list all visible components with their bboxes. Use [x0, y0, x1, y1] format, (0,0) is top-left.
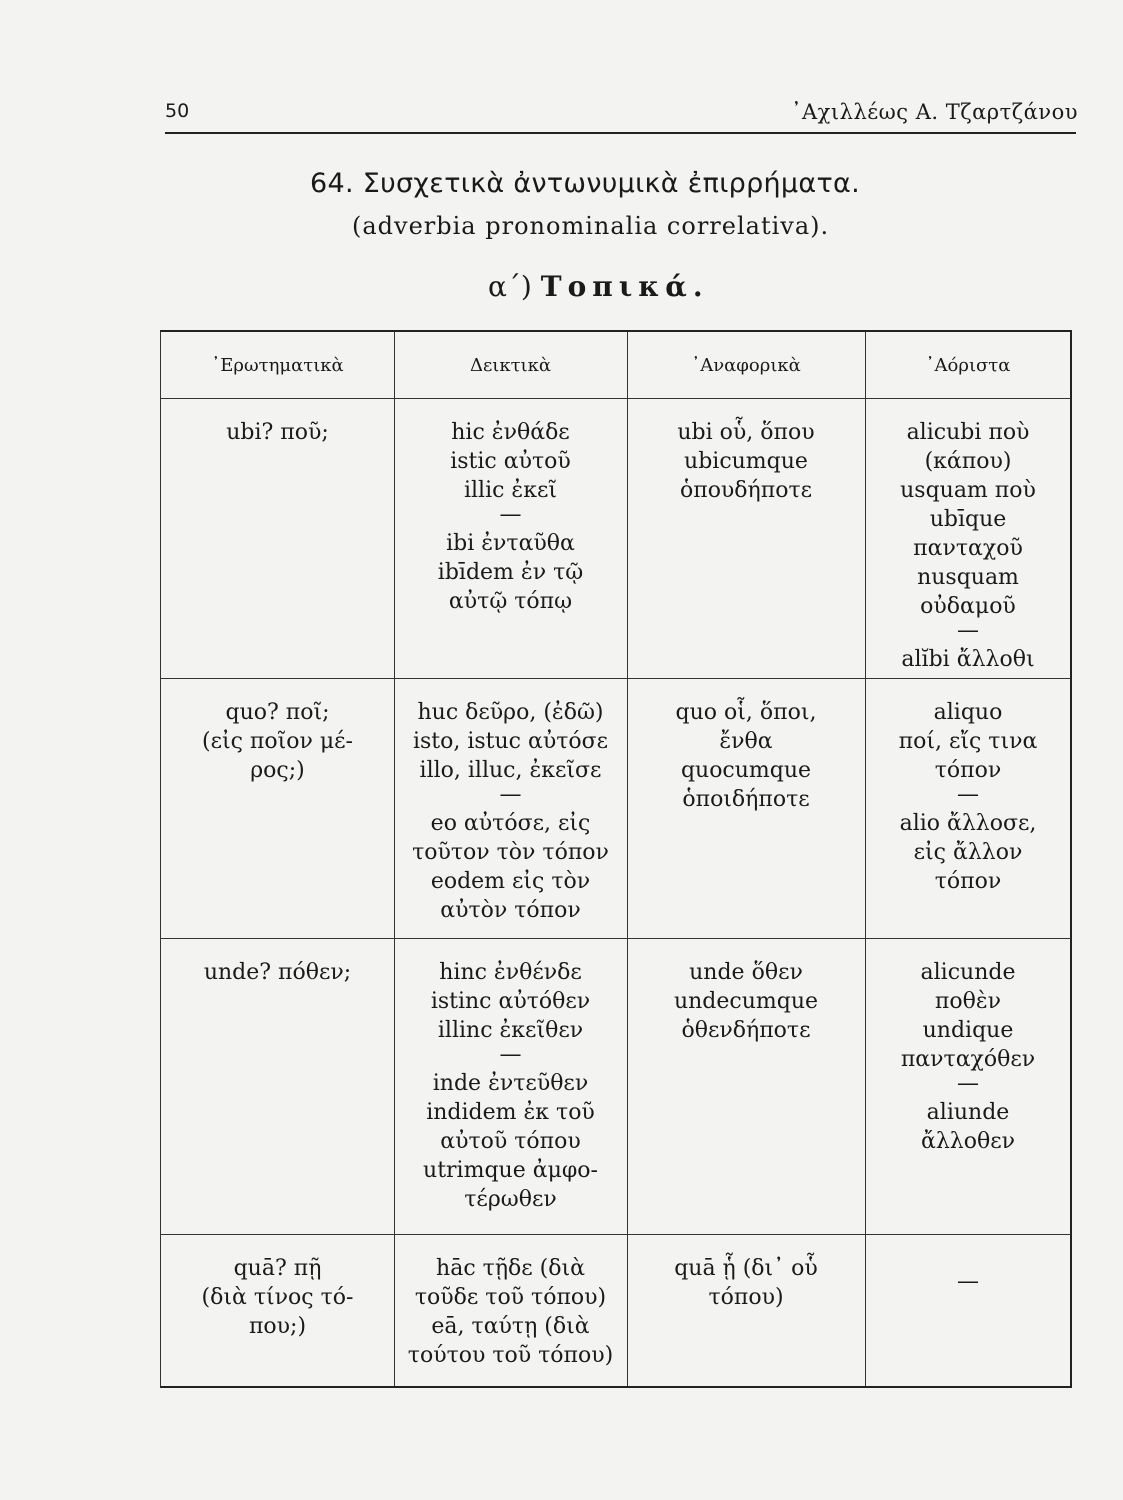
- cell-qua-interrogative: [161, 1254, 394, 1341]
- cell-line: οὐδαμοῦ: [920, 594, 1016, 619]
- cell-line: quā? πῇ: [233, 1256, 322, 1281]
- cell-ubi-indefinite: [865, 418, 1071, 674]
- cell-line: quo? ποῖ;: [225, 700, 330, 725]
- column-header-interrogative: ᾿Ερωτηματικὰ: [211, 354, 344, 376]
- cell-qua-relative: [627, 1254, 865, 1312]
- cell-line: eodem εἰς τὸν: [430, 869, 591, 894]
- cell-line: ὁθενδήποτε: [681, 1018, 811, 1043]
- cell-line: ἔνθα: [719, 729, 773, 754]
- cell-line: hāc τῇδε (διὰ: [436, 1256, 585, 1281]
- cell-line: ποθὲν: [934, 989, 1002, 1014]
- cell-line: illinc ἐκεῖθεν: [437, 1018, 584, 1043]
- cell-line: αὐτοῦ τόπου: [440, 1129, 581, 1154]
- cell-line: unde ὅθεν: [689, 960, 803, 985]
- cell-line: istinc αὐτόθεν: [430, 989, 591, 1014]
- cell-line: quo οἷ, ὅποι,: [675, 700, 817, 725]
- cell-line: istic αὐτοῦ: [450, 449, 571, 474]
- cell-line: ὁποιδήποτε: [682, 787, 810, 812]
- cell-line: illic ἐκεῖ: [463, 478, 558, 503]
- cell-unde-indefinite: [865, 958, 1071, 1156]
- cell-line: illo, illuc, ἐκεῖσε: [419, 758, 602, 783]
- cell-line: eo αὐτόσε, εἰς: [430, 811, 591, 836]
- cell-line: undique: [922, 1018, 1014, 1043]
- cell-line: undecumque: [673, 989, 819, 1014]
- cell-quo-indefinite: [865, 698, 1071, 896]
- cell-line: inde ἐντεῦθεν: [432, 1071, 589, 1096]
- cell-line: τοῦτον τὸν τόπον: [412, 840, 609, 865]
- cell-line: πανταχόθεν: [900, 1047, 1036, 1072]
- cell-line: ρος;): [250, 758, 305, 783]
- cell-line: ποί, εἴς τινα: [898, 729, 1038, 754]
- cell-line: εἰς ἄλλον: [913, 840, 1023, 865]
- cell-line: eā, ταύτῃ (διὰ: [431, 1314, 590, 1339]
- cell-line: τόπου): [708, 1285, 784, 1310]
- running-head: ᾿Αχιλλέως Α. Τζαρτζάνου: [791, 100, 1078, 124]
- column-header-demonstrative: Δεικτικὰ: [469, 354, 552, 376]
- row-divider: [161, 1234, 1071, 1235]
- section-subtitle: (adverbia pronominalia correlativa).: [352, 212, 830, 240]
- row-divider: [161, 938, 1071, 939]
- cell-line: τούτου τοῦ τόπου): [407, 1343, 614, 1368]
- cell-line: aliunde: [926, 1100, 1010, 1125]
- cell-line: alĭbi ἄλλοθι: [901, 647, 1035, 672]
- cell-line: αὐτῷ τόπῳ: [448, 589, 573, 614]
- cell-line: alicubi ποὺ: [906, 420, 1030, 445]
- cell-unde-relative: [627, 958, 865, 1045]
- subsection-prefix: α΄): [488, 270, 532, 303]
- cell-line: quā ᾗ (δι᾿ οὗ: [674, 1256, 818, 1281]
- header-divider: [161, 398, 1071, 399]
- subsection-label: Τοπικά.: [540, 270, 709, 303]
- cell-dash: —: [499, 782, 522, 807]
- cell-dash: —: [957, 1071, 979, 1096]
- cell-line: utrimque ἀμφο-: [423, 1158, 598, 1183]
- cell-line: τοῦδε τοῦ τόπου): [414, 1285, 607, 1310]
- cell-line: ἄλλοθεν: [920, 1129, 1015, 1154]
- cell-line: alicunde: [920, 960, 1016, 985]
- cell-line: isto, istuc αὐτόσε: [412, 729, 609, 754]
- cell-line: ὁπουδήποτε: [679, 478, 813, 503]
- cell-line: (κάπου): [924, 449, 1012, 474]
- cell-line: ubi? ποῦ;: [226, 420, 329, 445]
- cell-line: usquam ποὺ: [900, 478, 1036, 503]
- cell-line: (διὰ τίνος τό-: [201, 1285, 354, 1310]
- cell-dash: —: [499, 502, 522, 527]
- header-rule: [165, 132, 1076, 134]
- cell-line: ubi οὗ, ὅπου: [677, 420, 815, 445]
- cell-line: ibi ἐνταῦθα: [446, 531, 575, 556]
- section-title: 64. Συσχετικὰ ἀντωνυμικὰ ἐπιρρήματα.: [310, 168, 861, 199]
- cell-line: τόπον: [934, 869, 1002, 894]
- cell-dash: —: [957, 1269, 979, 1294]
- cell-line: huc δεῦρο, (ἐδῶ): [417, 700, 604, 725]
- cell-line: τέρωθεν: [464, 1187, 557, 1212]
- cell-unde-demonstrative: [394, 958, 627, 1214]
- cell-ubi-demonstrative: [394, 418, 627, 616]
- cell-unde-interrogative: [161, 958, 394, 987]
- row-divider: [161, 678, 1071, 679]
- cell-line: (εἰς ποῖον μέ-: [202, 729, 353, 754]
- cell-line: unde? πόθεν;: [203, 960, 352, 985]
- cell-quo-demonstrative: [394, 698, 627, 925]
- cell-line: hic ἐνθάδε: [451, 420, 570, 445]
- cell-quo-interrogative: [161, 698, 394, 785]
- cell-qua-demonstrative: [394, 1254, 627, 1370]
- cell-line: αὐτὸν τόπον: [440, 898, 581, 923]
- page-number: 50: [165, 100, 190, 122]
- cell-line: τόπον: [934, 758, 1002, 783]
- cell-qua-indefinite: [865, 1269, 1071, 1296]
- cell-line: indidem ἐκ τοῦ: [426, 1100, 595, 1125]
- cell-line: aliquo: [933, 700, 1003, 725]
- cell-line: πανταχοῦ: [913, 536, 1023, 561]
- cell-dash: —: [957, 618, 979, 643]
- cell-line: ubicumque: [684, 449, 808, 474]
- cell-line: hinc ἐνθένδε: [439, 960, 582, 985]
- subsection-heading: [488, 270, 709, 303]
- cell-dash: —: [499, 1042, 522, 1067]
- cell-quo-relative: [627, 698, 865, 814]
- cell-line: alio ἄλλοσε,: [899, 811, 1037, 836]
- cell-ubi-relative: [627, 418, 865, 505]
- cell-dash: —: [957, 782, 979, 807]
- cell-line: ibīdem ἐν τῷ: [437, 560, 584, 585]
- correlative-adverbs-table: [160, 330, 1072, 1388]
- cell-line: nusquam: [917, 565, 1019, 590]
- cell-line: quocumque: [680, 758, 812, 783]
- cell-line: ubīque: [929, 507, 1007, 532]
- cell-line: που;): [248, 1314, 307, 1339]
- column-header-relative: ᾿Αναφορικὰ: [691, 354, 801, 376]
- column-header-indefinite: ᾿Αόριστα: [925, 354, 1011, 376]
- cell-ubi-interrogative: [161, 418, 394, 447]
